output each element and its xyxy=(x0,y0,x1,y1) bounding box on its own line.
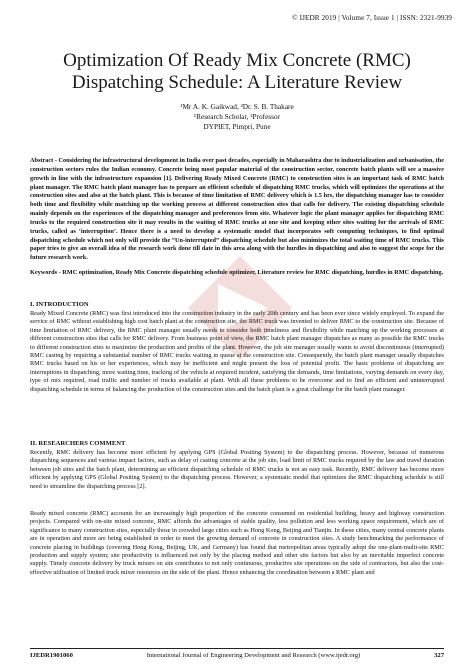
title-line-1: Optimization Of Ready Mix Concrete (RMC) xyxy=(63,50,411,71)
footer-paper-id: IJEDR1901060 xyxy=(30,652,73,659)
researchers-paragraph-2: Ready mixed concrete (RMC) accounts for an increasingly high proportion of the concrete consumed on residential building, heavy and highway construction projects. Compared with on-site mixed concrete, RMC affords the advantages of stable quality, less pollution and less working space requirement, which are of significance to many construction sites, especially those in crowded large cities such as Hong Kong, Beijing and Tianjin. In these cities, many central concrete plants are in operation and more are being established in order to meet the growing demand of concrete in construction sites. A study benchmarking the performance of concrete placing in buildings (covering Hong Kong, Beijing, UK, and Germany) has found that metropolitan areas typically adopt the one-plant-multi-site RMC production and supply system; site productivity is influenced not only by the placing method and other site factors but also by an inevitable imperfect concrete supply. Timely concrete delivery by truck mixers on site contributes to not only continuous, productive site operations on the side of contractors, but also the cost-effective utilization of limited truck mixer resources on the side of the plant. Hence enhancing the coordination between a RMC plant and xyxy=(30,510,444,576)
author-affiliation: DYPIET, Pimpri, Pune xyxy=(203,122,271,132)
author-roles: ¹Research Scholar, ²Professor xyxy=(193,112,281,122)
introduction-paragraph: Ready Mixed Concrete (RMC) was first introduced into the construction industry in the early 20th century and has been ever since widely employed. To expand the service of RMC without establishing high cost batch plant at the construction site, the RMC truck was invented to deliver RMC to the construction site. Because of time limitation of RMC delivery, the RMC plant manager usually needs to consider both timeliness and flexibility while matching up the working processes at different construction sites that calls for RMC delivery. From business point of view, the RMC batch plant manager dispatches as many as possible the RMC trucks to different construction sites to maximize the production and profits of the plant. However, the job site manager usually wants to avoid discontinuous (interrupted) RMC casting by requiring a substantial number of RMC trucks waiting in queue at the construction site. Consequently, the batch plant manager usually dispatches RMC trucks based on his or her experiences, which may be inefficient and might present the loss of potential profit. The basic problems of dispatching are interruptions in dispatching, more waiting time, tracking of the vehicle at required incident, satisfying the demands, time limitations, varying demands on every day, type of mix required, road traffic and number of trucks available at plant. With all these problems to be overcome and to find an efficient and uninterrupted dispatching schedule in terms of balancing the production of the construction sites and the batch plant is a great challenge for the batch plant manager. xyxy=(30,310,444,393)
footer-page-number: 327 xyxy=(434,652,444,659)
author-block xyxy=(60,102,414,133)
keywords-paragraph: Keywords - RMC optimization, Ready Mix Concrete dispatching schedule optimizer, Literature review for RMC dispatching, hurdles in RMC dispatching. xyxy=(30,269,444,276)
journal-header: © IJEDR 2019 | Volume 7, Issue 1 | ISSN: 2321-9939 xyxy=(292,14,452,22)
footer-divider xyxy=(30,648,444,649)
abstract-paragraph: Abstract - Considering the infrastructural development in India over past decades, especially in Maharashtra due to industrialization and urbanisation, the construction sectors rules the Indian economy. Concrete being most popular material of the construction sector, concrete batch plants will see a massive growth in line with the infrastructure expansion [1]. Delivering Ready Mixed Concrete (RMC) to construction sites is an important task of RMC batch plant manager. The RMC batch plant manager has to prepare an efficient schedule of dispatching RMC trucks, which will optimizes the operations at the construction sites and also at the batch plant. This is because of time limitation of RMC delivery which is 1.5 hrs, the dispatching manager has to consider both time and flexibility while matching up the working process at different construction sites that calls for delivery. The existing dispatching schedule mainly depends on the experiences of the dispatching manager and preferences from site. Whatever logic the plant manager applies for dispatching RMC trucks to the required construction site it may results in the waiting of RMC trucks at one site and keeping other sites waiting for the arrivals of RMC trucks, called as ‘interruption’. Hence there is a need to develop a systematic model that incorporates soft computing techniques, to find optimal dispatching schedule which not only will provide the “Un-interrupted” dispatching schedule but also minimizes the total waiting time of RMC trucks. This paper tries to give an overall idea of the research work done till date in this area along with the hurdles in dispatching and also to suggest the scope for the future research work. xyxy=(30,157,444,262)
author-names: ¹Mr A. K. Gaikwad, ²Dr. S. B. Thakare xyxy=(180,102,294,111)
section-heading-introduction: I. INTRODUCTION xyxy=(30,301,89,308)
page-footer xyxy=(30,652,444,659)
section-heading-researchers-comment: II. RESEARCHERS COMMENT xyxy=(30,440,126,447)
researchers-paragraph-1: Recently, RMC delivery has become more efficient by applying GPS (Global Positing System) to the dispatching process. However, because of numerous dispatching sequences and various impact factors, such as delay of casting concrete at the job site, load limit of RMC trucks required by the law and travel duration between job sites and the batch plant, determining an efficient dispatching schedule of RMC trucks is not an easy task. Recently, RMC delivery has become more efficient by applying GPS (Global Positing System) to the dispatching process. However, a systematic model that optimizes the RMC dispatching schedule is still need to streamline the dispatching process [2]. xyxy=(30,449,444,490)
footer-journal-name: International Journal of Engineering Development and Research (www.ijedr.org) xyxy=(146,652,361,659)
paper-title xyxy=(30,50,444,94)
title-line-2: Dispatching Schedule: A Literature Review xyxy=(71,72,403,93)
